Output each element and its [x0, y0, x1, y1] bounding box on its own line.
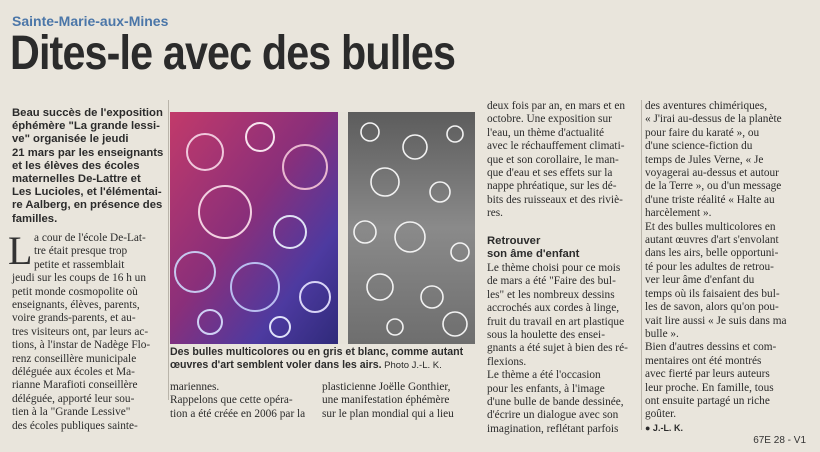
text-line: d'écrire un dialogue avec son	[487, 409, 619, 422]
text-line: sur le plan mondial qui a lieu	[322, 407, 454, 420]
text-line: nappe phréatique, sur les dé-	[487, 180, 617, 193]
text-line: res.	[487, 207, 503, 220]
text-line: petit monde cosmopolite où	[12, 285, 138, 298]
text-line: mariennes.	[170, 381, 220, 393]
caption-text: œuvres d'art semblent voler dans les airs.	[170, 358, 382, 371]
body-column-5	[645, 100, 807, 435]
lead-paragraph	[12, 107, 167, 226]
text-line: voyagerai au-dessus et autour	[645, 167, 779, 180]
lead-line: et les élèves des écoles	[12, 159, 140, 172]
text-line: avec fierté par leurs auteurs	[645, 368, 770, 381]
lead-line: Beau succès de l'exposition	[12, 107, 163, 119]
section-subhead	[487, 235, 635, 261]
text-line: octobre. Une exposition sur	[487, 113, 612, 126]
text-line: des aventures chimériques,	[645, 100, 768, 112]
text-line: Le thème choisi pour ce mois	[487, 262, 621, 274]
text-line: de la Terre », ou d'un message	[645, 180, 782, 193]
text-line: accrochés aux cordes à linge,	[487, 302, 620, 315]
body-column-4-continued	[487, 262, 635, 436]
lead-line: re Aalberg, en présence des	[12, 199, 163, 212]
body-column-1	[12, 232, 167, 433]
text-line: ver leur âme d'enfant du	[645, 274, 755, 287]
text-line: l'eau, un thème d'actualité	[487, 126, 604, 139]
text-line: Rappelons que cette opéra-	[170, 394, 293, 407]
text-line: de mars a été "Faire des bul-	[487, 275, 616, 288]
lead-line: ve" organisée le jeudi	[12, 133, 129, 146]
text-line: flexions.	[487, 355, 527, 368]
text-line: mentaires ont été montrés	[645, 354, 762, 367]
text-line: renz conseillère municipale	[12, 352, 137, 365]
author-signature: ● J.-L. K.	[645, 422, 683, 433]
text-line: leur proche. En famille, tous	[645, 381, 774, 394]
text-line: té pour les adultes de retrou-	[645, 260, 774, 273]
text-line: Le thème a été l'occasion	[487, 369, 601, 382]
text-line: pour les enfants, à l'image	[487, 382, 605, 395]
text-line: les" et les nombreux dessins	[487, 288, 615, 301]
text-line: goûter.	[645, 408, 677, 421]
text-line: avec le réchauffement climati-	[487, 140, 625, 153]
caption-line	[170, 359, 480, 373]
subhead-line: son âme d'enfant	[487, 248, 580, 260]
text-line: temps où ils faisaient des bul-	[645, 287, 780, 300]
text-line: tres visiteurs ont, par leurs ac-	[12, 325, 149, 338]
page-folio: 67E 28 - V1	[753, 435, 806, 446]
text-line: bulle ».	[645, 327, 679, 340]
text-line: Bien d'autres dessins et com-	[645, 341, 777, 354]
body-column-3	[322, 381, 480, 421]
body-column-4	[487, 100, 635, 221]
article-photo	[170, 112, 475, 344]
text-line: plasticienne Joëlle Gonthier,	[322, 381, 451, 393]
text-line: gnants a été sujet à bien des ré-	[487, 342, 628, 355]
text-line: « J'irai au-dessus de la planète	[645, 113, 782, 126]
text-line: enseignants, élèves, parents,	[12, 299, 140, 312]
column-divider	[168, 100, 169, 400]
text-line: déléguée, apporté leur sou-	[12, 392, 135, 405]
text-line: sous la houlette des ensei-	[487, 329, 605, 342]
text-line: rianne Marafioti conseillère	[12, 379, 138, 392]
text-line: deux fois par an, en mars et en	[487, 100, 626, 112]
text-line: que d'eau et ses effets sur la	[487, 167, 613, 180]
lead-line: 21 mars par les enseignants	[12, 146, 164, 159]
text-line: une manifestation éphémère	[322, 394, 450, 407]
text-line: a cour de l'école De-Lat-	[34, 232, 146, 244]
text-line: tre était presque trop	[34, 245, 128, 258]
text-line: dans les airs, belle opportuni-	[645, 247, 779, 260]
text-line: d'une science-fiction du	[645, 140, 753, 153]
text-line: vait lire aussi « Je suis dans ma	[645, 314, 787, 327]
text-line: voire grands-parents, et au-	[12, 312, 136, 325]
text-line: Et des bulles multicolores en	[645, 220, 776, 233]
text-line: autant œuvres d'art s'envolant	[645, 234, 779, 247]
text-line: déléguée aux écoles et Ma-	[12, 366, 135, 379]
text-line: tions, à l'instar de Nadège Flo-	[12, 339, 151, 352]
text-line: d'une bulle de bande dessinée,	[487, 396, 624, 409]
text-line: ont ensuite partagé un riche	[645, 394, 770, 407]
caption-text: Des bulles multicolores ou en gris et blanc, comme autant	[170, 346, 464, 358]
text-line: que et son corollaire, le man-	[487, 153, 619, 166]
text-line: bits des ruisseaux et des riviè-	[487, 193, 623, 206]
lead-line: familles.	[12, 212, 58, 225]
text-line: harcèlement ».	[645, 207, 712, 220]
text-line: petite et rassemblait	[34, 258, 125, 271]
text-line: temps de Jules Verne, « Je	[645, 153, 764, 166]
text-line: tion a été créée en 2006 par la	[170, 407, 306, 420]
lead-line: Les Lucioles, et l'élémentai-	[12, 186, 162, 199]
text-line: fruit du travail en art plastique	[487, 315, 625, 328]
text-line: d'une triste réalité « Halte au	[645, 193, 775, 206]
column-divider	[641, 100, 642, 430]
text-line: jeudi sur les coups de 16 h un	[12, 272, 146, 285]
photo-credit: Photo J.-L. K.	[381, 359, 442, 371]
lead-line: éphémère "La grande lessi-	[12, 120, 160, 133]
text-line: les de savon, alors qu'on pou-	[645, 301, 779, 314]
text-line: des écoles publiques sainte-	[12, 419, 138, 432]
text-line: tien à la "Grande Lessive"	[12, 406, 131, 419]
lead-line: maternelles De-Lattre et	[12, 173, 141, 186]
headline: Dites-le avec des bulles	[10, 27, 456, 80]
body-column-2	[170, 381, 315, 421]
kicker-location: Sainte-Marie-aux-Mines	[12, 13, 169, 29]
photo-caption	[170, 346, 480, 372]
caption-line	[170, 346, 480, 359]
text-line: pour faire du karaté », ou	[645, 126, 760, 139]
text-line: imagination, reflétant parfois	[487, 422, 619, 435]
drop-cap: L	[8, 228, 33, 273]
subhead-line: Retrouver	[487, 235, 541, 247]
